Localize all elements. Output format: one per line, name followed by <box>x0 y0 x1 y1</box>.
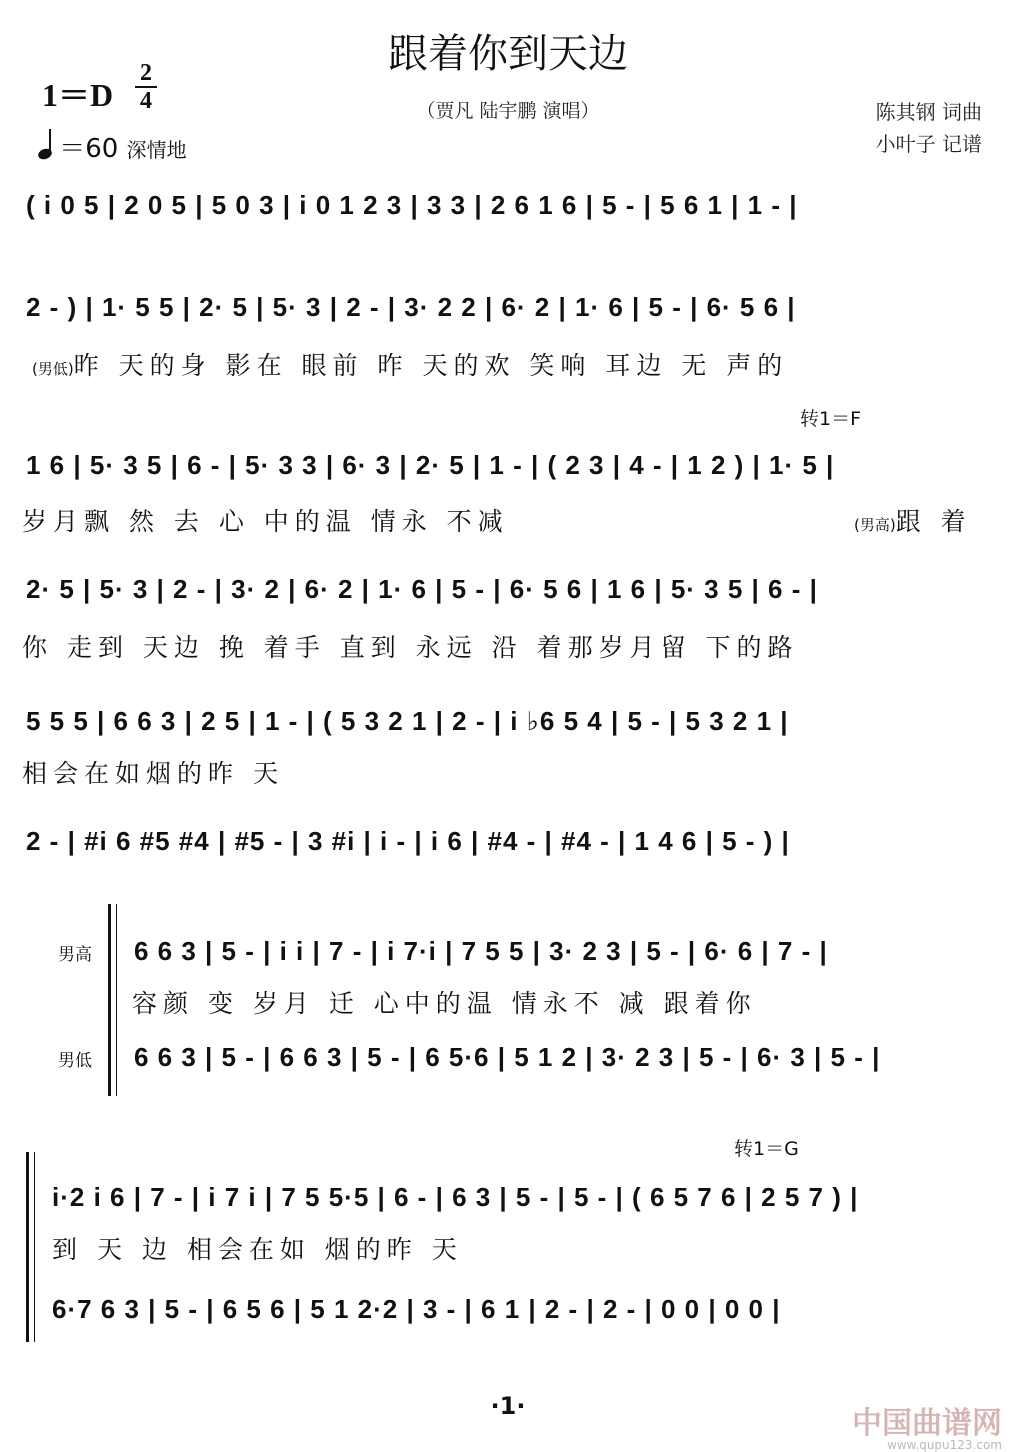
voice-label: (男高) <box>854 516 896 534</box>
time-signature-top: 2 <box>140 60 152 86</box>
voice-bracket-inner <box>34 1152 35 1342</box>
notation-line-low: 6 6 3 | 5 - | 6 6 3 | 5 - | 6 5·6 | 5 1 2 | 3· 2 3 | 5 - | 6· 3 | 5 - | <box>134 1042 881 1072</box>
time-signature-bottom: 4 <box>140 88 152 114</box>
voice-label-low: 男低 <box>58 1051 92 1071</box>
credits <box>876 96 982 160</box>
transcriber: 小叶子 记谱 <box>875 132 982 156</box>
lyrics-line <box>32 346 788 382</box>
voice-label: (男低) <box>32 360 74 378</box>
tempo-marking <box>38 128 187 165</box>
modulation-marking: 转1＝F <box>800 408 862 430</box>
watermark <box>852 1398 1002 1452</box>
notation-line: 2 - | #i 6 #5 #4 | #5 - | 3 #i | i - | i 6 | #4 - | #4 - | 1 4 6 | 5 - ) | <box>26 826 790 856</box>
song-title: 跟着你到天边 <box>388 31 628 77</box>
tempo-value: ＝60 <box>59 134 119 164</box>
notation-line: ( i 0 5 | 2 0 5 | 5 0 3 | i 0 1 2 3 | 3 3 | 2 6 1 6 | 5 - | 5 6 1 | 1 - | <box>26 190 798 220</box>
lyrics-line-high: 容颜 变 岁月 迁 心中的温 情永不 减 跟着你 <box>132 989 757 1018</box>
lyrics-text: 昨 天的身 影在 眼前 昨 天的欢 笑响 耳边 无 声的 <box>73 351 789 380</box>
voice-bracket <box>26 1152 29 1342</box>
expression-marking: 深情地 <box>126 138 187 162</box>
watermark-logo: 中国曲谱网 <box>852 1407 1002 1440</box>
time-signature <box>134 62 158 112</box>
notation-line-high: i·2 i 6 | 7 - | i 7 i | 7 5 5·5 | 6 - | 6 3 | 5 - | 5 - | ( 6 5 7 6 | 2 5 7 ) | <box>52 1182 859 1212</box>
voice-bracket-inner <box>116 904 117 1096</box>
voice-label-high: 男高 <box>58 945 92 965</box>
lyrics-line: 岁月飘 然 去 心 中的温 情永 不减 <box>22 507 509 536</box>
modulation-marking: 转1＝G <box>734 1138 799 1160</box>
lyrics-line-right <box>854 502 972 538</box>
lyrics-line: 你 走到 天边 挽 着手 直到 永远 沿 着那岁月留 下的路 <box>22 633 799 662</box>
notation-line: 1 6 | 5· 3 5 | 6 - | 5· 3 3 | 6· 3 | 2· 5 | 1 - | ( 2 3 | 4 - | 1 2 ) | 1· 5 | <box>26 450 835 480</box>
lyrics-line: 相会在如烟的昨 天 <box>22 759 284 788</box>
key-signature: 1＝D <box>42 77 114 113</box>
notation-line-low: 6·7 6 3 | 5 - | 6 5 6 | 5 1 2·2 | 3 - | 6 1 | 2 - | 2 - | 0 0 | 0 0 | <box>52 1294 781 1324</box>
notation-line: 2· 5 | 5· 3 | 2 - | 3· 2 | 6· 2 | 1· 6 | 5 - | 6· 5 6 | 1 6 | 5· 3 5 | 6 - | <box>26 574 818 604</box>
lyrics-line-high: 到 天 边 相会在如 烟的昨 天 <box>52 1235 463 1264</box>
notation-line-high: 6 6 3 | 5 - | i i | 7 - | i 7·i | 7 5 5 | 3· 2 3 | 5 - | 6· 6 | 7 - | <box>134 936 828 966</box>
lyricist-composer: 陈其钢 词曲 <box>875 100 982 124</box>
voice-bracket <box>108 904 111 1096</box>
performers: （贾凡 陆宇鹏 演唱） <box>416 100 600 122</box>
notation-line: 2 - ) | 1· 5 5 | 2· 5 | 5· 3 | 2 - | 3· 2 2 | 6· 2 | 1· 6 | 5 - | 6· 5 6 | <box>26 292 796 322</box>
quarter-note-icon <box>37 147 54 161</box>
page-number: ·1· <box>490 1392 526 1420</box>
lyrics-text: 跟 着 <box>895 507 972 536</box>
watermark-url: www.qupu123.com <box>887 1438 1002 1452</box>
notation-line: 5 5 5 | 6 6 3 | 2 5 | 1 - | ( 5 3 2 1 | 2 - | i ♭6 5 4 | 5 - | 5 3 2 1 | <box>26 706 789 736</box>
